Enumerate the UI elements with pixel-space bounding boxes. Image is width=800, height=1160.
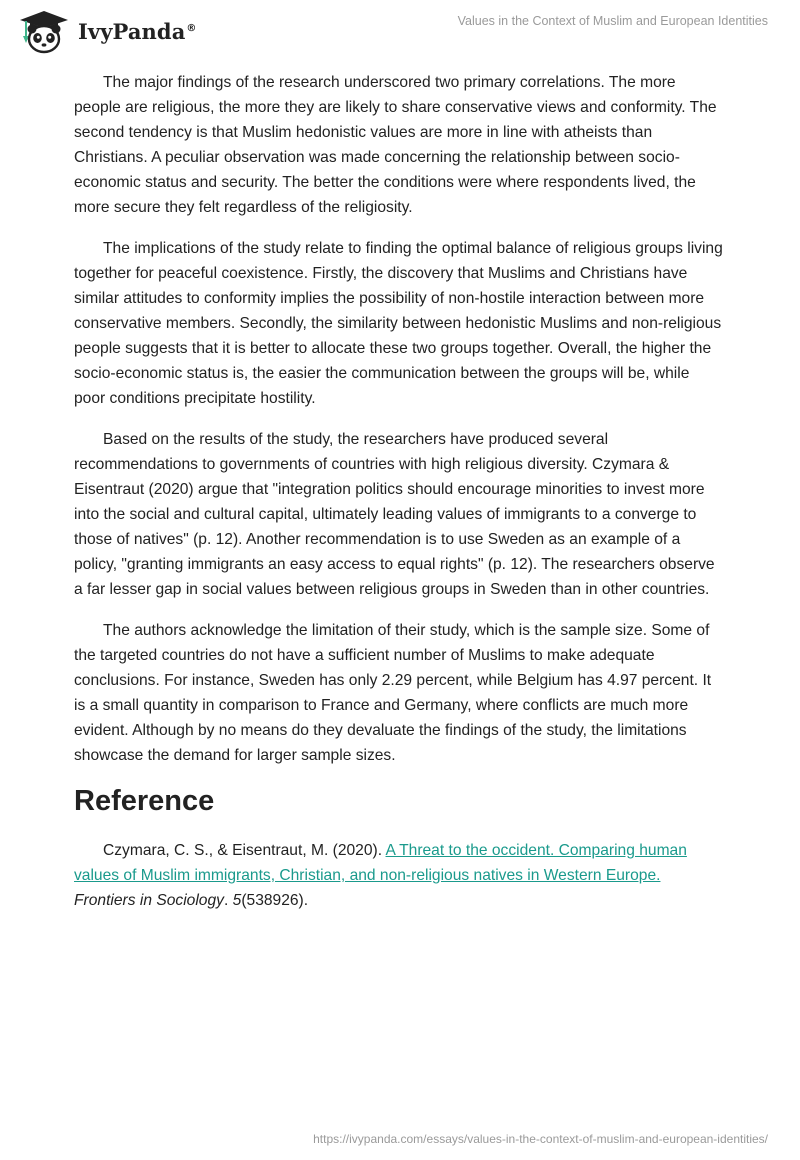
essay-content [74, 70, 724, 913]
ivypanda-logo[interactable] [14, 8, 214, 54]
logo-wordmark: IvyPanda® [78, 18, 197, 44]
body-paragraph: The authors acknowledge the limitation of their study, which is the sample size. Some of the targeted countries do not have a sufficient number of Muslims to make adequate conclusions. For instance, Sweden has only 2.29 percent, while Belgium has 4.97 percent. It is a small quantity in comparison to France and Germany, where conflicts are much more evident. Although by no means do they devaluate the findings of the study, the limitations showcase the demand for larger sample sizes. [74, 622, 712, 764]
panda-logo-icon [14, 8, 76, 54]
body-paragraph: The implications of the study relate to finding the optimal balance of religious groups living together for peaceful coexistence. Firstly, the discovery that Muslims and Christians have similar attitudes to conformity implies the possibility of non-hostile interaction between more conservative members. Secondly, the similarity between hedonistic Muslims and non-religious people suggests that it is better to allocate these two groups together. Overall, the higher the socio-economic status is, the easier the communication between the groups will be, while poor conditions precipitate hostility. [74, 240, 723, 407]
body-paragraph: The major findings of the research underscored two primary correlations. The more people are religious, the more they are likely to share conservative views and conformity. The second tendency is that Muslim hedonistic values are more in line with atheists than Christians. A peculiar observation was made concerning the relationship between socio-economic status and security. The better the conditions were where respondents lived, the more secure they felt regardless of the religiosity. [74, 74, 717, 216]
reference-title-link[interactable]: A Threat to the occident. Comparing human values of Muslim immigrants, Christian, and non-religious natives in Western Europe. [74, 842, 687, 884]
reference-heading: Reference [74, 785, 215, 817]
page-header [0, 0, 800, 60]
reference-issue: (538926). [241, 892, 309, 909]
reference-journal: Frontiers in Sociology [74, 892, 224, 909]
source-url: https://ivypanda.com/essays/values-in-the-context-of-muslim-and-european-identities/ [313, 1132, 768, 1146]
reference-volume: 5 [232, 892, 242, 909]
reference-entry [74, 838, 724, 913]
document-title: Values in the Context of Muslim and European Identities [457, 14, 768, 28]
reference-authors: Czymara, C. S., & Eisentraut, M. (2020). [103, 842, 383, 859]
body-paragraph: Based on the results of the study, the researchers have produced several recommendations to governments of countries with high religious diversity. Czymara & Eisentraut (2020) argue that "integration politics should encourage minorities to invest more into the social and cultural capital, ultimately leading values of immigrants to a converge to those of natives" (p. 12). Another recommendation is to use Sweden as an example of a policy, "granting immigrants an easy access to equal rights" (p. 12). The researchers observe a far lesser gap in social values between religious groups in Sweden than in other countries. [74, 431, 715, 598]
reference-separator: . [223, 892, 229, 909]
